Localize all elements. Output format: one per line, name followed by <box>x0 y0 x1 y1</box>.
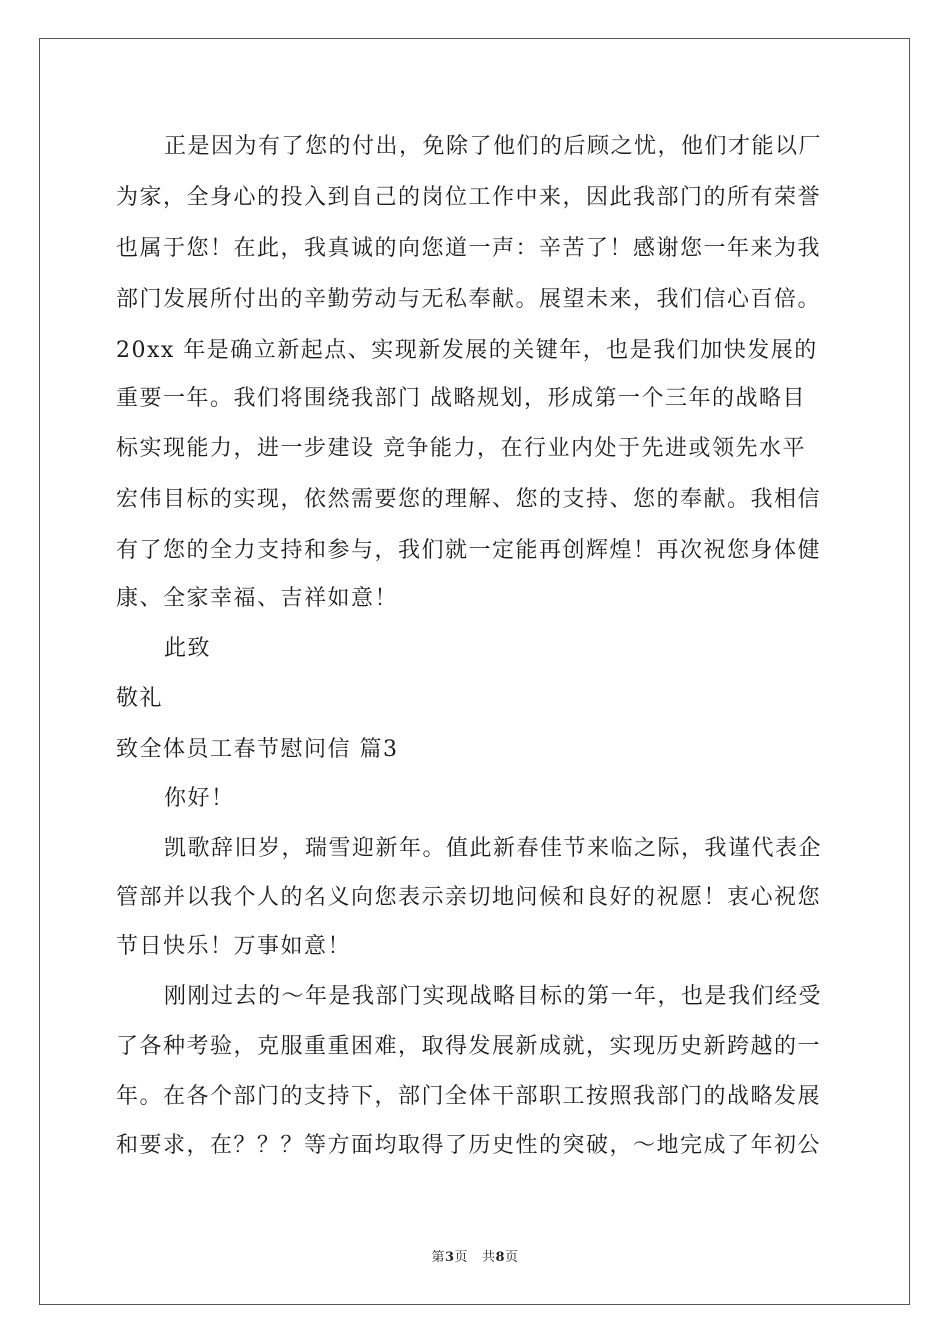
total-pages: 8 <box>495 1250 506 1265</box>
paragraph-line: 年。在各个部门的支持下，部门全体干部职工按照我部门的战略发展 <box>116 1084 822 1109</box>
paragraph-line: 凯歌辞旧岁，瑞雪迎新年。值此新春佳节来临之际，我谨代表企 <box>164 836 823 861</box>
paragraph-line: 标实现能力，进一步建设 竞争能力，在行业内处于先进或领先水平 <box>116 436 806 461</box>
paragraph-line: 管部并以我个人的名义向您表示亲切地问候和良好的祝愿！衷心祝您 <box>116 885 822 910</box>
page-label-suffix: 页 <box>454 1250 469 1265</box>
total-label-prefix: 共 <box>481 1250 496 1265</box>
paragraph-line: 也属于您！在此，我真诚的向您道一声：辛苦了！感谢您一年来为我 <box>116 236 822 261</box>
closing-salutation: 此致 <box>164 636 212 661</box>
paragraph-line: 部门发展所付出的辛勤劳动与无私奉献。展望未来，我们信心百倍。 <box>116 287 822 312</box>
paragraph-line: 宏伟目标的实现，依然需要您的理解、您的支持、您的奉献。我相信 <box>116 487 822 512</box>
greeting: 你好！ <box>164 786 235 811</box>
page-border <box>39 38 910 1305</box>
paragraph-line: 了各种考验，克服重重困难，取得发展新成就，实现历史新跨越的一 <box>116 1034 822 1059</box>
page-number: 3 <box>444 1250 455 1265</box>
paragraph-line: 为家，全身心的投入到自己的岗位工作中来，因此我部门的所有荣誉 <box>116 185 822 210</box>
paragraph-line: 节日快乐！万事如意！ <box>116 934 352 959</box>
paragraph-line: 和要求，在？？？等方面均取得了历史性的突破，～地完成了年初公 <box>116 1133 822 1158</box>
page-label-prefix: 第 <box>431 1250 445 1265</box>
paragraph-line: 正是因为有了您的付出，免除了他们的后顾之忧，他们才能以厂 <box>164 134 823 159</box>
paragraph-line: 20xx 年是确立新起点、实现新发展的关键年，也是我们加快发展的 <box>116 338 818 363</box>
section-heading: 致全体员工春节慰问信 篇3 <box>116 737 399 762</box>
total-label-suffix: 页 <box>505 1250 519 1265</box>
paragraph-line: 有了您的全力支持和参与，我们就一定能再创辉煌！再次祝您身体健 <box>116 538 822 563</box>
paragraph-line: 康、全家幸福、吉祥如意！ <box>116 586 399 611</box>
paragraph-line: 重要一年。我们将围绕我部门 战略规划，形成第一个三年的战略目 <box>116 386 806 411</box>
paragraph-line: 刚刚过去的～年是我部门实现战略目标的第一年，也是我们经受 <box>164 984 823 1009</box>
page-footer <box>0 1246 950 1265</box>
closing-regards: 敬礼 <box>116 686 164 711</box>
